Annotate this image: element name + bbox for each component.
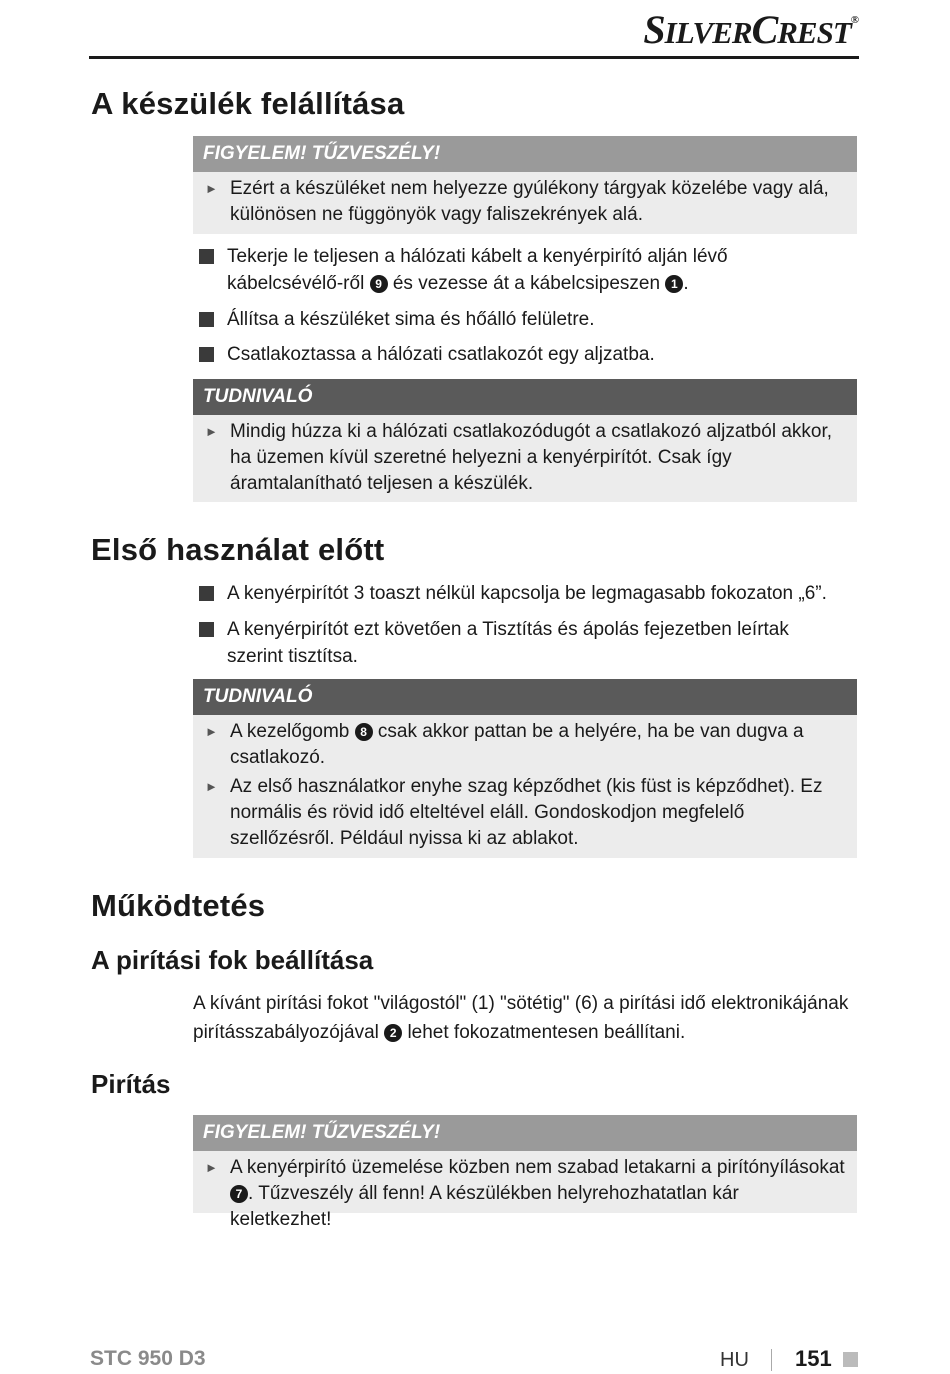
note-item: ► A kezelőgomb 8 csak akkor pattan be a helyére, ha be van dugva a csatlakozó.	[205, 721, 804, 768]
bullet-square-icon	[199, 586, 214, 601]
bullet-square-icon	[199, 312, 214, 327]
callout-number: 9	[370, 275, 388, 293]
subsection-title-browning: A pirítási fok beállítása	[91, 945, 374, 975]
list-item: A kenyérpirítót ezt követően a Tisztítás és ápolás fejezetben leírtak szerint tisztítsa.	[199, 616, 849, 670]
footer-language: HU	[720, 1349, 749, 1371]
warning-heading: FIGYELEM! TŰZVESZÉLY!	[193, 136, 857, 172]
arrow-icon: ►	[205, 181, 218, 196]
paragraph: A kívánt pirítási fokot "világostól" (1) "sötétig" (6) a pirítási idő elektronikájának pirításszabályozójával 2 lehet fokozatmentesen beállítani.	[193, 993, 849, 1043]
bullet-square-icon	[199, 347, 214, 362]
arrow-icon: ►	[205, 1160, 218, 1175]
footer-divider	[771, 1349, 772, 1371]
section-title-first-use: Első használat előtt	[91, 532, 385, 567]
callout-number: 8	[355, 723, 373, 741]
callout-number: 7	[230, 1185, 248, 1203]
note-item: ► Mindig húzza ki a hálózati csatlakozódugót a csatlakozó aljzatból akkor, ha üzemen kívül szeretné helyezni a kenyérpirítót. Csak így áramtalanítható teljesen a készülék.	[205, 421, 833, 494]
list-item: A kenyérpirítót 3 toaszt nélkül kapcsolja be legmagasabb fokozaton „6”.	[199, 580, 849, 607]
arrow-icon: ►	[205, 779, 218, 794]
callout-number: 2	[384, 1024, 402, 1042]
warning-box-fire	[193, 136, 857, 234]
note-item: ► Az első használatkor enyhe szag képződhet (kis füst is képződhet). Ez normális és rövid idő elteltével eláll. Gondoskodjon megfelelő szellőzésről. Például nyissa ki az ablakot.	[205, 776, 823, 849]
footer-model: STC 950 D3	[90, 1347, 206, 1370]
warning-item: ► Ezért a készüléket nem helyezze gyúlékony tárgyak közelébe vagy alá, különösen ne függönyök vagy faliszekrények alá.	[205, 178, 829, 225]
list-item: Csatlakoztassa a hálózati csatlakozót egy aljzatba.	[199, 341, 849, 368]
callout-number: 1	[665, 275, 683, 293]
list-item: Tekerje le teljesen a hálózati kábelt a kenyérpirító alján lévő kábelcsévélő-ről 9 és vezesse át a kábelcsipeszen 1 .	[199, 243, 849, 297]
note-box	[193, 679, 857, 858]
note-heading: TUDNIVALÓ	[193, 679, 857, 715]
footer-square-icon	[843, 1352, 858, 1367]
list-item: Állítsa a készüléket sima és hőálló felületre.	[199, 306, 849, 333]
note-heading: TUDNIVALÓ	[193, 379, 857, 415]
brand-logo: SILVERCREST®	[643, 7, 858, 52]
header-rule	[89, 56, 859, 59]
warning-item: ► A kenyérpirító üzemelése közben nem szabad letakarni a pirítónyílásokat 7 . Tűzveszély áll fenn! A készülékben helyrehozhatatlan kár keletkezhet!	[205, 1157, 845, 1230]
warning-box-fire	[193, 1115, 857, 1230]
note-box	[193, 379, 857, 502]
bullet-square-icon	[199, 249, 214, 264]
section-title-setup: A készülék felállítása	[91, 86, 405, 121]
subsection-title-toasting: Pirítás	[91, 1069, 171, 1099]
warning-heading: FIGYELEM! TŰZVESZÉLY!	[193, 1115, 857, 1151]
arrow-icon: ►	[205, 424, 218, 439]
bullet-square-icon	[199, 622, 214, 637]
section-title-operation: Működtetés	[91, 888, 266, 923]
arrow-icon: ►	[205, 724, 218, 739]
page-number: 151	[795, 1346, 832, 1371]
